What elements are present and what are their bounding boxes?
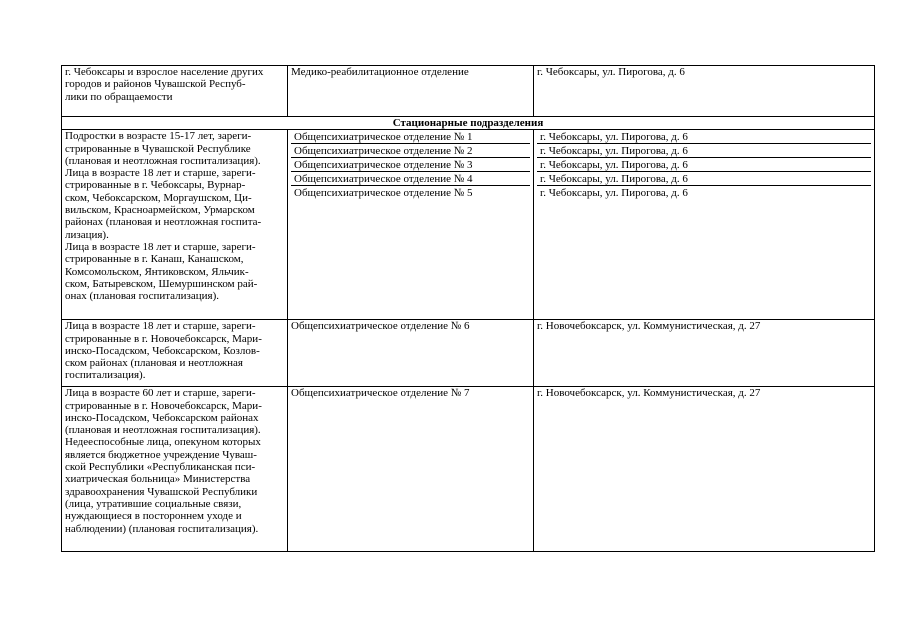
table-row: [62, 387, 875, 552]
address-item: г. Чебоксары, ул. Пирогова, д. 6: [540, 187, 688, 200]
address-item: г. Чебоксары, ул. Пирогова, д. 6: [537, 172, 871, 186]
address-cell: г. Новочебоксарск, ул. Коммунистическая, д. 27: [534, 387, 875, 552]
section-row: [62, 117, 875, 130]
table-row: [62, 130, 875, 320]
population-cell: Лица в возрасте 60 лет и старше, зареги- стрированные в г. Новочебоксарск, Мари- инско-Посадском, Чебоксарском районах (плановая и неотложная госпитализация). Недееспособные лица, опекуном которых является бюджетное учреждение Чуваш- ской Республики «Республиканская пси- хиатрическая больница» Министерства здравоохранения Чувашской Республики (лица, утратившие социальные связи, нуждающиеся в постороннем уходе и наблюдении) (плановая госпитализация).: [62, 387, 288, 552]
unit-cell: Общепсихиатрическое отделение № 6: [288, 320, 534, 387]
address-cell: г. Чебоксары, ул. Пирогова, д. 6: [534, 66, 875, 117]
section-title: Стационарные подразделения: [62, 117, 875, 130]
unit-item: Общепсихиатрическое отделение № 5: [294, 187, 473, 200]
table-row: [62, 66, 875, 117]
address-list-cell: [534, 130, 875, 320]
population-cell: г. Чебоксары и взрослое население других городов и районов Чувашской Респуб- лики по обращаемости: [62, 66, 288, 117]
population-cell: Лица в возрасте 18 лет и старше, зареги- стрированные в г. Новочебоксарск, Мари- инско-Посадском, Чебоксарском, Козлов- ском районах (плановая и неотложная госпитализация).: [62, 320, 288, 387]
unit-item: Общепсихиатрическое отделение № 1: [291, 130, 530, 144]
unit-item: Общепсихиатрическое отделение № 3: [291, 158, 530, 172]
address-item: г. Чебоксары, ул. Пирогова, д. 6: [537, 130, 871, 144]
address-item: г. Чебоксары, ул. Пирогова, д. 6: [537, 144, 871, 158]
unit-item: Общепсихиатрическое отделение № 2: [291, 144, 530, 158]
institutions-table: [61, 65, 875, 552]
unit-cell: Медико-реабилитационное отделение: [288, 66, 534, 117]
unit-list-cell: [288, 130, 534, 320]
population-cell: Подростки в возрасте 15-17 лет, зареги- стрированные в Чувашской Республике (плановая и неотложная госпитализация). Лица в возрасте 18 лет и старше, зареги- стрированные в г. Чебоксары, Вурнар- ском, Чебоксарском, Моргаушском, Ци- вильском, Красноармейском, Урмарском районах (плановая и неотложная госпита- лизация). Лица в возрасте 18 лет и старше, зареги- стрированные в г. Канаш, Канашском, Комсомольском, Янтиковском, Яльчик- ском, Батыревском, Шемуршинском рай- онах (плановая госпитализация).: [62, 130, 288, 320]
table-row: [62, 320, 875, 387]
address-item: г. Чебоксары, ул. Пирогова, д. 6: [537, 158, 871, 172]
address-cell: г. Новочебоксарск, ул. Коммунистическая, д. 27: [534, 320, 875, 387]
unit-cell: Общепсихиатрическое отделение № 7: [288, 387, 534, 552]
unit-item: Общепсихиатрическое отделение № 4: [291, 172, 530, 186]
